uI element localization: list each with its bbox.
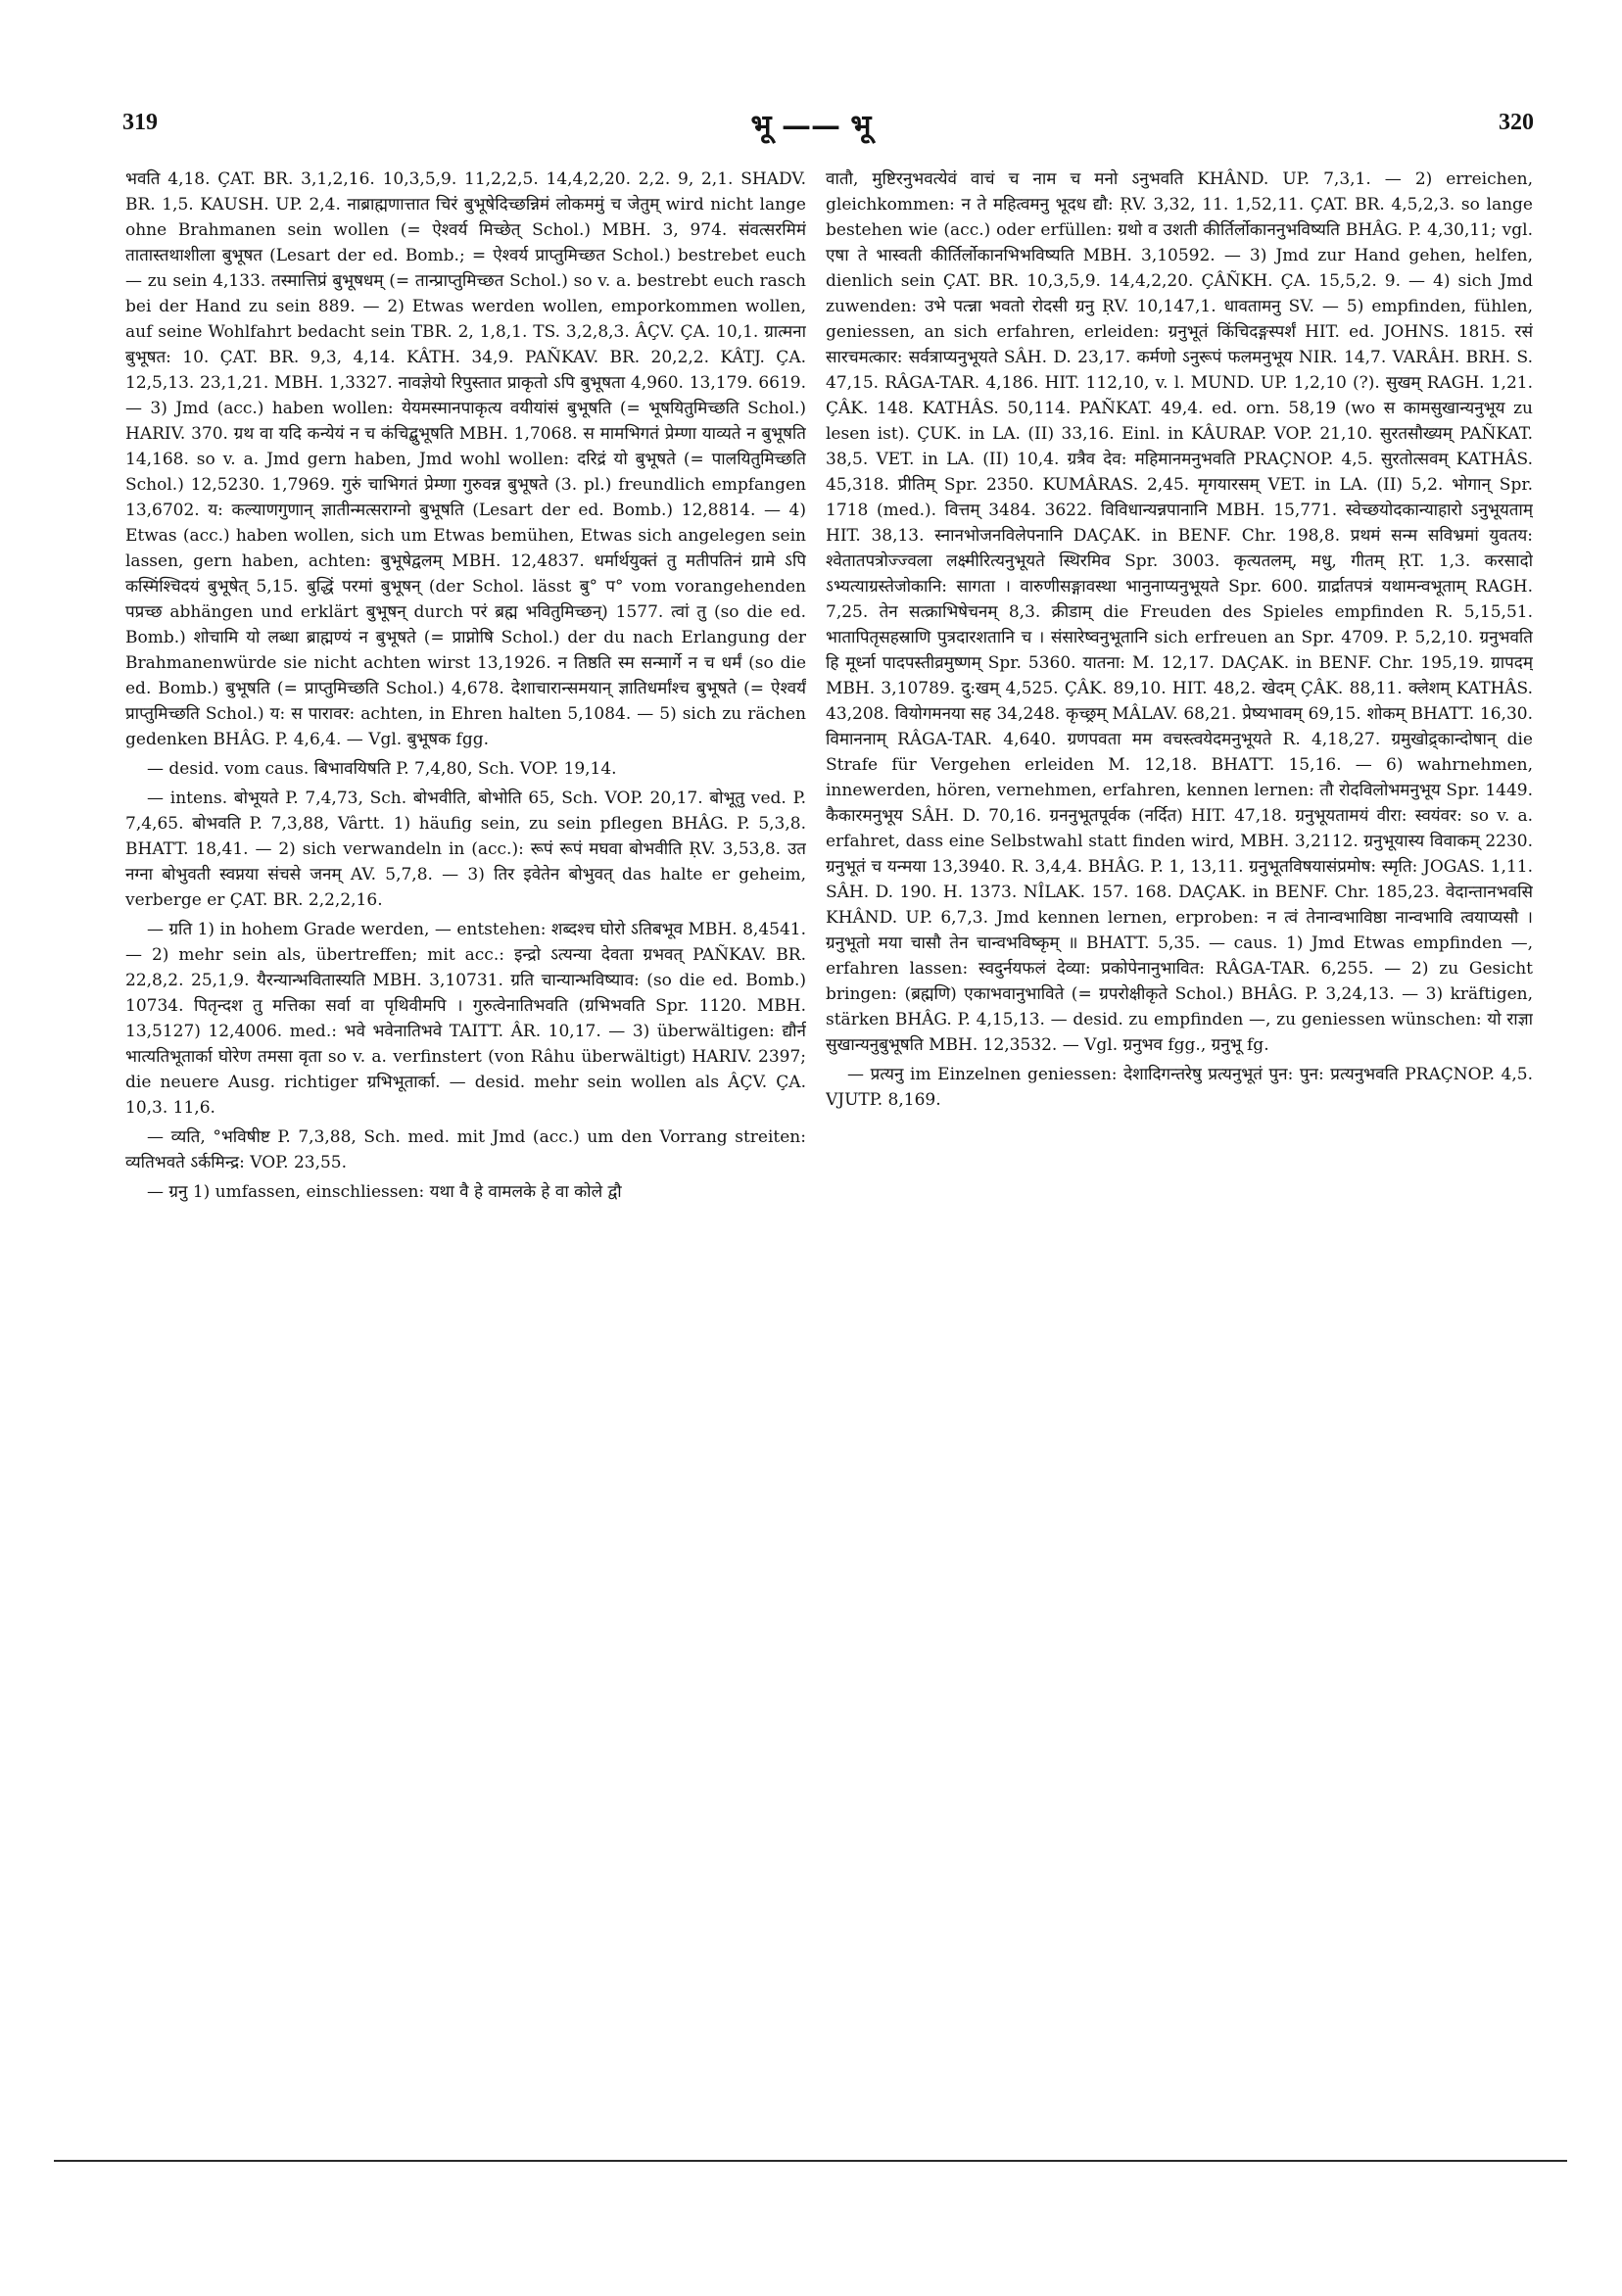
page-number-left: 319 xyxy=(122,110,158,135)
page-number-right: 320 xyxy=(1499,110,1534,135)
bottom-rule xyxy=(54,2160,1567,2162)
entry-paragraph: — desid. vom caus. बिभावयिषति P. 7,4,80, Sch. VOP. 19,14. xyxy=(147,759,617,779)
entry-paragraph: — प्रत्यनु im Einzelnen geniessen: देशादिगन्तरेषु प्रत्यनुभूतं पुन: पुन: प्रत्यनुभवति PRAÇNOP. 4,5. VJUTP. 8,169. xyxy=(826,1065,1533,1110)
entry-paragraph: — intens. बोभूयते P. 7,4,73, Sch. बोभवीति, बोभोति 65, Sch. VOP. 20,17. बोभूतु ved. P. 7,4,65. बोभवति P. 7,3,88, Vârtt. 1) häufig sein, zu sein pflegen BHÂG. P. 5,3,8. BHATT. 18,41. — 2) sich verwandeln in (acc.): रूपं रूपं मघवा बोभवीति ṚV. 3,53,8. उत नग्ना बोभुवती स्वप्नया संचसे जनम् AV. 5,7,8. — 3) तिर इवेतेन बोभुवत् das halte er geheim, verberge er ÇAT. BR. 2,2,2,16. xyxy=(125,789,806,910)
entry-paragraph: — ग्रति 1) in hohem Grade werden, — entstehen: शब्दश्च घोरो ऽतिबभूव MBH. 8,4541. — 2) mehr sein als, übertreffen; mit acc.: इन्द्रो ऽत्यन्या देवता ग्रभवत् PAÑKAV. BR. 22,8,2. 25,1,9. यैरन्यान्भवितास्यति MBH. 3,10731. ग्रति चान्यान्भविष्याव: (so die ed. Bomb.) 10734. पितृन्दश तु मत्तिका सर्वा वा पृथिवीमपि । गुरुत्वेनातिभवति (ग्रभिभवति Spr. 1120. MBH. 13,5127) 12,4006. med.: भवे भवेनातिभवे TAITT. ÂR. 10,17. — 3) überwältigen: द्यौर्न भात्यतिभूतार्का घोरेण तमसा वृता so v. a. verfinstert (von Râhu überwältigt) HARIV. 2397; die neuere Ausg. richtiger ग्रभिभूतार्का. — desid. mehr sein wollen als ÂÇV. ÇA. 10,3. 11,6. xyxy=(125,920,806,1118)
left-column xyxy=(125,167,806,2077)
entry-paragraph: — ग्रनु 1) umfassen, einschliessen: यथा वै हे वामलके हे वा कोले द्वौ xyxy=(147,1182,622,1202)
entry-paragraph: वातौ, मुष्टिरनुभवत्येवं वाचं च नाम च मनो ऽनुभवति KHÂND. UP. 7,3,1. — 2) erreichen, gleichkommen: न ते महित्वमनु भूदध द्यौ: ṚV. 3,32, 11. 1,52,11. ÇAT. BR. 4,5,2,3. so lange bestehen wie (acc.) oder erfüllen: ग्रथो व उशती कीर्तिर्लोकाननुभविष्यति BHÂG. P. 4,30,11; vgl. एषा ते भास्वती कीर्तिर्लोकानभिभविष्यति MBH. 3,10592. — 3) Jmd zur Hand gehen, helfen, dienlich sein ÇAT. BR. 10,3,5,9. 14,4,2,20. ÇÂÑKH. ÇA. 15,5,2. 9. — 4) sich Jmd zuwenden: उभे पत्न्ना भवतो रोदसी ग्रनु ṚV. 10,147,1. धावतामनु SV. — 5) empfinden, fühlen, geniessen, an sich erfahren, erleiden: ग्रनुभूतं किंचिदङ्गस्पर्शं HIT. ed. JOHNS. 1815. रसं सारचमत्कार: सर्वत्राप्यनुभूयते SÂH. D. 23,17. कर्मणो ऽनुरूपं फलमनुभूय NIR. 14,7. VARÂH. BRH. S. 47,15. RÂGA-TAR. 4,186. HIT. 112,10, v. l. MUND. UP. 1,2,10 (?). सुखम् RAGH. 1,21. ÇÂK. 148. KATHÂS. 50,114. PAÑKAT. 49,4. ed. orn. 58,19 (wo स कामसुखान्यनुभूय zu lesen ist). ÇUK. in LA. (II) 33,16. Einl. in KÂURAP. VOP. 21,10. सुरतसौख्यम् PAÑKAT. 38,5. VET. in LA. (II) 10,4. ग्रत्रैव देव: महिमानमनुभवति PRAÇNOP. 4,5. सुरतोत्सवम् KATHÂS. 45,318. प्रीतिम् Spr. 2350. KUMÂRAS. 2,45. मृगयारसम् VET. in LA. (II) 5,2. भोगान् Spr. 1718 (med.). वित्तम् 3484. 3622. विविधान्यन्नपानानि MBH. 15,771. स्वेच्छयोदकान्याहारो ऽनुभूयताम् HIT. 38,13. स्नानभोजनविलेपनानि DAÇAK. in BENF. Chr. 198,8. प्रथमं सन्म सविभ्रमां युवतय: श्वेतातपत्रोज्ज्वला लक्ष्मीरित्यनुभूयते स्थिरमिव Spr. 3003. कृत्यतलम्, मधु, गीतम् ṚT. 1,3. करसादो ऽभ्यत्याग्रस्तेजोकानि: सागता । वारुणीसङ्गावस्था भानुनाप्यनुभूयते Spr. 600. ग्रार्द्रातपत्रं यथामन्वभूताम् RAGH. 7,25. तेन सत्क्राभिषेचनम् 8,3. क्रीडाम् die Freuden des Spieles empfinden R. 5,15,51. भातापितृसहस्राणि पुत्रदारशतानि च । संसारेष्वनुभूतानि sich erfreuen an Spr. 4709. P. 5,2,10. ग्रनुभवति हि मूर्ध्ना पादपस्तीव्रमुष्णम् Spr. 5360. यातना: M. 12,17. DAÇAK. in BENF. Chr. 195,19. ग्रापदम् MBH. 3,10789. दु:खम् 4,525. ÇÂK. 89,10. HIT. 48,2. खेदम् ÇÂK. 88,11. क्लेशम् KATHÂS. 43,208. वियोगमनया सह 34,248. कृच्छ्रम् MÂLAV. 68,21. प्रेष्यभावम् 69,15. शोकम् BHATT. 16,30. विमाननाम् RÂGA-TAR. 4,640. ग्रणपवता मम वचस्त्वयेदमनुभूयते R. 4,18,27. ग्रमुखोद्र्कान्दोषान् die Strafe für Vergehen erleiden M. 12,18. BHATT. 15,16. — 6) wahrnehmen, innewerden, hören, vernehmen, erfahren, kennen lernen: तौ रोदविलोभमनुभूय Spr. 1449. कैकारमनुभूय SÂH. D. 70,16. ग्रननुभूतपूर्वक (नर्दित) HIT. 47,18. ग्रनुभूयतामयं वीरा: स्वयंवर: so v. a. erfahret, dass eine Selbstwahl statt finden wird, MBH. 3,2112. ग्रनुभूयास्य विवाकम् 2230. ग्रनुभूतं च यन्मया 13,3940. R. 3,4,4. BHÂG. P. 1, 13,11. ग्रनुभूतविषयासंप्रमोष: स्मृति: JOGAS. 1,11. SÂH. D. 190. H. 1373. NÎLAK. 157. 168. DAÇAK. in BENF. Chr. 185,23. वेदान्तानभवसि KHÂND. UP. 6,7,3. Jmd kennen lernen, erproben: न त्वं तेनान्वभाविष्ठा नान्वभावि त्वयाप्यसौ । ग्रनुभूतो मया चासौ तेन चान्वभविष्कृम् ॥ BHATT. 5,35. — caus. 1) Jmd Etwas empfinden —, erfahren lassen: स्वदुर्नयफलं देव्या: प्रकोपेनानुभावित: RÂGA-TAR. 6,255. — 2) zu Gesicht bringen: (ब्रह्मणि) एकाभवानुभाविते (= ग्रपरोक्षीकृते Schol.) BHÂG. P. 3,24,13. — 3) kräftigen, stärken BHÂG. P. 4,15,13. — desid. zu empfinden —, zu geniessen wünschen: यो राज्ञा सुखान्यनुबुभूषति MBH. 12,3532. — Vgl. ग्रनुभव fgg., ग्रनुभू fg. xyxy=(826,169,1533,1055)
entry-paragraph: — व्यति, °भविषीष्ट P. 7,3,88, Sch. med. mit Jmd (acc.) um den Vorrang streiten: व्यतिभवते ऽर्कमिन्द्र: VOP. 23,55. xyxy=(125,1127,806,1172)
right-column xyxy=(826,167,1533,2077)
entry-paragraph: भवति 4,18. ÇAT. BR. 3,1,2,16. 10,3,5,9. 11,2,2,5. 14,4,2,20. 2,2. 9, 2,1. SHADV. BR. 1,5. KAUSH. UP. 2,4. नाब्राह्मणात्तात चिरं बुभूषेदिच्छन्निमं लोकममुं च जेतुम् wird nicht lange ohne Brahmanen sein wollen (= ऐश्वर्य मिच्छेत् Schol.) MBH. 3, 974. संवत्सरमिमं तातास्तथाशीला बुभूषत (Lesart der ed. Bomb.; = ऐश्वर्य प्राप्तुमिच्छत Schol.) bestrebet euch — zu sein 4,133. तस्मात्तिप्रं बुभूषधम् (= तान्प्राप्तुमिच्छत Schol.) so v. a. bestrebt euch rasch bei der Hand zu sein 889. — 2) Etwas werden wollen, emporkommen wollen, auf seine Wohlfahrt bedacht sein TBR. 2, 1,8,1. TS. 3,2,8,3. ÂÇV. ÇA. 10,1. ग्रात्मना बुभूषत: 10. ÇAT. BR. 9,3, 4,14. KÂTH. 34,9. PAÑKAV. BR. 20,2,2. KÂTJ. ÇA. 12,5,13. 23,1,21. MBH. 1,3327. नावज्ञेयो रिपुस्तात प्राकृतो ऽपि बुभूषता 4,960. 13,179. 6619. — 3) Jmd (acc.) haben wollen: येयमस्मानपाकृत्य वयीयांसं बुभूषति (= भूषयितुमिच्छति Schol.) HARIV. 370. ग्रथ वा यदि कन्येयं न च कंचिद्बुभूषति MBH. 1,7068. स मामभिगतं प्रेम्णा याव्यते न बुभूषति 14,168. so v. a. Jmd gern haben, Jmd wohl wollen: दरिद्रं यो बुभूषते (= पालयितुमिच्छति Schol.) 12,5230. 1,7969. गुरुं चाभिगतं प्रेम्णा गुरुवन्न बुभूषते (3. pl.) freundlich empfangen 13,6702. य: कल्याणगुणान् ज्ञातीन्मत्सराग्नो बुभूषति (Lesart der ed. Bomb.) 12,8814. — 4) Etwas (acc.) haben wollen, sich um Etwas bemühen, Etwas sich angelegen sein lassen, gern haben, achten: बुभूषेद्वलम् MBH. 12,4837. धर्मार्थयुक्तं तु मतीपतिनं ग्रामे ऽपि कस्मिंश्चिदयं बुभूषेत् 5,15. बुद्धिं परमां बुभूषन् (der Schol. lässt बु° प° vom vorangehenden पप्रच्छ abhängen und erklärt बुभूषन् durch परं ब्रह्म भवितुमिच्छन्) 1577. त्वां तु (so die ed. Bomb.) शोचामि यो लब्धा ब्राह्मण्यं न बुभूषते (= प्राप्नोषि Schol.) der du nach Erlangung der Brahmanenwürde sie nicht achten wirst 13,1926. न तिष्ठति स्म सन्मार्गे न च धर्मं (so die ed. Bomb.) बुभूषति (= प्राप्तुमिच्छति Schol.) 4,678. देशाचारान्समयान् ज्ञातिधर्मांश्च बुभूषते (= ऐश्वर्यं प्राप्तुमिच्छति Schol.) य: स पारावर: achten, in Ehren halten 5,1084. — 5) sich zu rächen gedenken BHÂG. P. 4,6,4. — Vgl. बुभूषक fgg. xyxy=(125,169,806,749)
running-head: भू —— भू xyxy=(750,109,872,143)
